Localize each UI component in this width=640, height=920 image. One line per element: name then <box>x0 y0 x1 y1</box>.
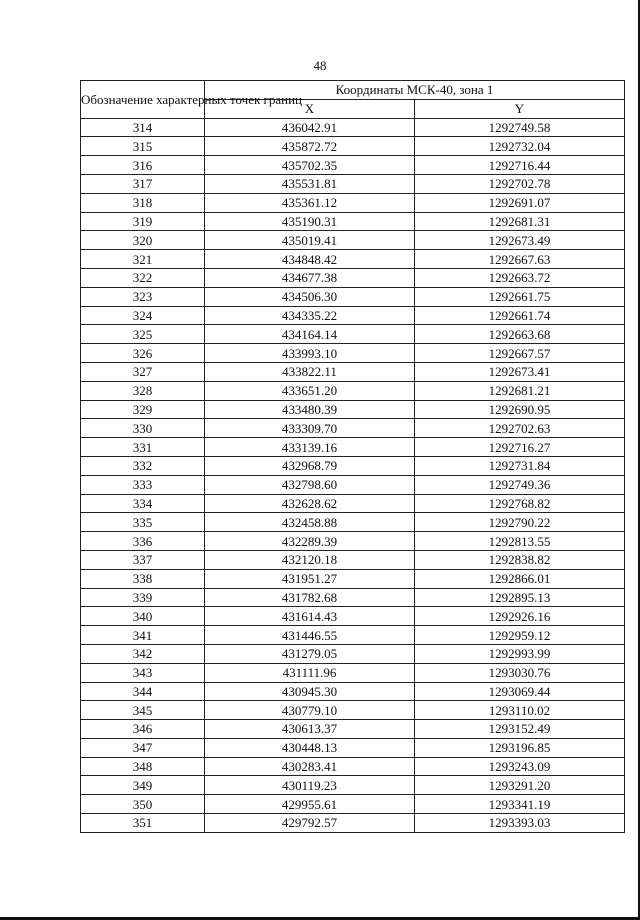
x-coordinate-cell: 434848.42 <box>205 250 415 269</box>
coordinates-table <box>80 80 625 833</box>
x-coordinate-cell: 431782.68 <box>205 588 415 607</box>
point-id-cell: 338 <box>81 569 205 588</box>
x-coordinate-cell: 430283.41 <box>205 757 415 776</box>
point-id-cell: 321 <box>81 250 205 269</box>
x-coordinate-cell: 431446.55 <box>205 626 415 645</box>
table-row <box>81 588 625 607</box>
y-coordinate-cell: 1292895.13 <box>415 588 625 607</box>
y-coordinate-cell: 1292673.41 <box>415 362 625 381</box>
y-coordinate-cell: 1292663.72 <box>415 268 625 287</box>
table-row <box>81 212 625 231</box>
x-coordinate-cell: 435872.72 <box>205 137 415 156</box>
point-id-cell: 350 <box>81 795 205 814</box>
point-id-cell: 326 <box>81 344 205 363</box>
y-coordinate-cell: 1292993.99 <box>415 644 625 663</box>
point-id-cell: 316 <box>81 156 205 175</box>
y-coordinate-cell: 1293196.85 <box>415 738 625 757</box>
table-row <box>81 532 625 551</box>
table-row <box>81 381 625 400</box>
x-coordinate-cell: 434677.38 <box>205 268 415 287</box>
table-row <box>81 776 625 795</box>
x-coordinate-cell: 431279.05 <box>205 644 415 663</box>
point-id-cell: 335 <box>81 513 205 532</box>
page-number: 48 <box>313 58 327 73</box>
table-row <box>81 757 625 776</box>
x-coordinate-cell: 433651.20 <box>205 381 415 400</box>
y-coordinate-cell: 1292681.31 <box>415 212 625 231</box>
point-id-cell: 319 <box>81 212 205 231</box>
table-row <box>81 607 625 626</box>
point-id-cell: 323 <box>81 287 205 306</box>
table-row <box>81 438 625 457</box>
table-row <box>81 156 625 175</box>
point-id-cell: 341 <box>81 626 205 645</box>
y-coordinate-cell: 1292959.12 <box>415 626 625 645</box>
x-coordinate-cell: 433139.16 <box>205 438 415 457</box>
table-row <box>81 456 625 475</box>
point-id-cell: 333 <box>81 475 205 494</box>
x-coordinate-cell: 430119.23 <box>205 776 415 795</box>
table-row <box>81 720 625 739</box>
x-coordinate-cell: 433309.70 <box>205 419 415 438</box>
y-column-header: Y <box>415 99 625 118</box>
point-id-cell: 329 <box>81 400 205 419</box>
y-coordinate-cell: 1292663.68 <box>415 325 625 344</box>
x-coordinate-cell: 435702.35 <box>205 156 415 175</box>
point-id-cell: 331 <box>81 438 205 457</box>
y-coordinate-cell: 1292732.04 <box>415 137 625 156</box>
y-coordinate-cell: 1292702.78 <box>415 174 625 193</box>
point-id-cell: 346 <box>81 720 205 739</box>
x-coordinate-cell: 430613.37 <box>205 720 415 739</box>
table-row <box>81 626 625 645</box>
x-coordinate-cell: 433480.39 <box>205 400 415 419</box>
x-coordinate-cell: 433993.10 <box>205 344 415 363</box>
table-row <box>81 494 625 513</box>
y-coordinate-cell: 1292749.36 <box>415 475 625 494</box>
y-coordinate-cell: 1292667.63 <box>415 250 625 269</box>
table-row <box>81 513 625 532</box>
point-id-cell: 314 <box>81 118 205 137</box>
table-row <box>81 644 625 663</box>
point-id-cell: 339 <box>81 588 205 607</box>
table-row <box>81 400 625 419</box>
table-row <box>81 663 625 682</box>
y-coordinate-cell: 1292790.22 <box>415 513 625 532</box>
point-id-cell: 334 <box>81 494 205 513</box>
x-coordinate-cell: 434335.22 <box>205 306 415 325</box>
x-coordinate-cell: 432120.18 <box>205 550 415 569</box>
y-coordinate-cell: 1293393.03 <box>415 814 625 833</box>
point-id-cell: 344 <box>81 682 205 701</box>
x-coordinate-cell: 431111.96 <box>205 663 415 682</box>
x-coordinate-cell: 435190.31 <box>205 212 415 231</box>
x-coordinate-cell: 432798.60 <box>205 475 415 494</box>
x-coordinate-cell: 432289.39 <box>205 532 415 551</box>
table-row <box>81 137 625 156</box>
x-coordinate-cell: 429955.61 <box>205 795 415 814</box>
point-id-cell: 318 <box>81 193 205 212</box>
table-row <box>81 268 625 287</box>
table-row <box>81 174 625 193</box>
y-coordinate-cell: 1292661.74 <box>415 306 625 325</box>
y-coordinate-cell: 1292926.16 <box>415 607 625 626</box>
table-row <box>81 738 625 757</box>
table-row <box>81 193 625 212</box>
y-coordinate-cell: 1293030.76 <box>415 663 625 682</box>
x-coordinate-cell: 435361.12 <box>205 193 415 212</box>
table-row <box>81 306 625 325</box>
point-id-cell: 351 <box>81 814 205 833</box>
table-row <box>81 231 625 250</box>
y-coordinate-cell: 1292716.44 <box>415 156 625 175</box>
x-coordinate-cell: 434164.14 <box>205 325 415 344</box>
table-row <box>81 795 625 814</box>
point-id-cell: 347 <box>81 738 205 757</box>
table-row <box>81 569 625 588</box>
x-coordinate-cell: 433822.11 <box>205 362 415 381</box>
y-coordinate-cell: 1293069.44 <box>415 682 625 701</box>
point-id-cell: 317 <box>81 174 205 193</box>
y-coordinate-cell: 1292838.82 <box>415 550 625 569</box>
y-coordinate-cell: 1293341.19 <box>415 795 625 814</box>
x-coordinate-cell: 430945.30 <box>205 682 415 701</box>
y-coordinate-cell: 1292681.21 <box>415 381 625 400</box>
x-coordinate-cell: 430448.13 <box>205 738 415 757</box>
point-id-cell: 325 <box>81 325 205 344</box>
y-coordinate-cell: 1293152.49 <box>415 720 625 739</box>
x-coordinate-cell: 435531.81 <box>205 174 415 193</box>
y-coordinate-cell: 1292691.07 <box>415 193 625 212</box>
y-coordinate-cell: 1293291.20 <box>415 776 625 795</box>
x-coordinate-cell: 432458.88 <box>205 513 415 532</box>
point-id-cell: 343 <box>81 663 205 682</box>
table-row <box>81 682 625 701</box>
y-coordinate-cell: 1292866.01 <box>415 569 625 588</box>
point-id-cell: 345 <box>81 701 205 720</box>
y-coordinate-cell: 1292813.55 <box>415 532 625 551</box>
point-id-cell: 322 <box>81 268 205 287</box>
x-coordinate-cell: 431614.43 <box>205 607 415 626</box>
x-column-header: X <box>205 99 415 118</box>
x-coordinate-cell: 436042.91 <box>205 118 415 137</box>
table-row <box>81 814 625 833</box>
y-coordinate-cell: 1292673.49 <box>415 231 625 250</box>
point-id-cell: 315 <box>81 137 205 156</box>
y-coordinate-cell: 1293243.09 <box>415 757 625 776</box>
table-body <box>81 118 625 832</box>
x-coordinate-cell: 432968.79 <box>205 456 415 475</box>
table-row <box>81 118 625 137</box>
point-id-cell: 349 <box>81 776 205 795</box>
point-id-cell: 348 <box>81 757 205 776</box>
table-row <box>81 701 625 720</box>
x-coordinate-cell: 429792.57 <box>205 814 415 833</box>
y-coordinate-cell: 1292702.63 <box>415 419 625 438</box>
y-coordinate-cell: 1292667.57 <box>415 344 625 363</box>
point-id-cell: 327 <box>81 362 205 381</box>
x-coordinate-cell: 430779.10 <box>205 701 415 720</box>
table-row <box>81 325 625 344</box>
y-coordinate-cell: 1292768.82 <box>415 494 625 513</box>
point-id-cell: 336 <box>81 532 205 551</box>
point-id-cell: 324 <box>81 306 205 325</box>
y-coordinate-cell: 1293110.02 <box>415 701 625 720</box>
table-row <box>81 362 625 381</box>
table-row <box>81 344 625 363</box>
y-coordinate-cell: 1292716.27 <box>415 438 625 457</box>
x-coordinate-cell: 434506.30 <box>205 287 415 306</box>
table-row <box>81 419 625 438</box>
table-row <box>81 475 625 494</box>
x-coordinate-cell: 432628.62 <box>205 494 415 513</box>
coordinate-system-header: Координаты МСК-40, зона 1 <box>205 81 625 100</box>
x-coordinate-cell: 435019.41 <box>205 231 415 250</box>
point-id-cell: 342 <box>81 644 205 663</box>
y-coordinate-cell: 1292731.84 <box>415 456 625 475</box>
point-id-cell: 330 <box>81 419 205 438</box>
y-coordinate-cell: 1292749.58 <box>415 118 625 137</box>
point-id-cell: 328 <box>81 381 205 400</box>
point-id-cell: 320 <box>81 231 205 250</box>
y-coordinate-cell: 1292661.75 <box>415 287 625 306</box>
table-row <box>81 250 625 269</box>
x-coordinate-cell: 431951.27 <box>205 569 415 588</box>
point-id-cell: 340 <box>81 607 205 626</box>
table-row <box>81 550 625 569</box>
point-id-cell: 337 <box>81 550 205 569</box>
y-coordinate-cell: 1292690.95 <box>415 400 625 419</box>
point-id-cell: 332 <box>81 456 205 475</box>
point-designation-header: Обозначение характерных точек границ <box>81 81 205 119</box>
table-row <box>81 287 625 306</box>
